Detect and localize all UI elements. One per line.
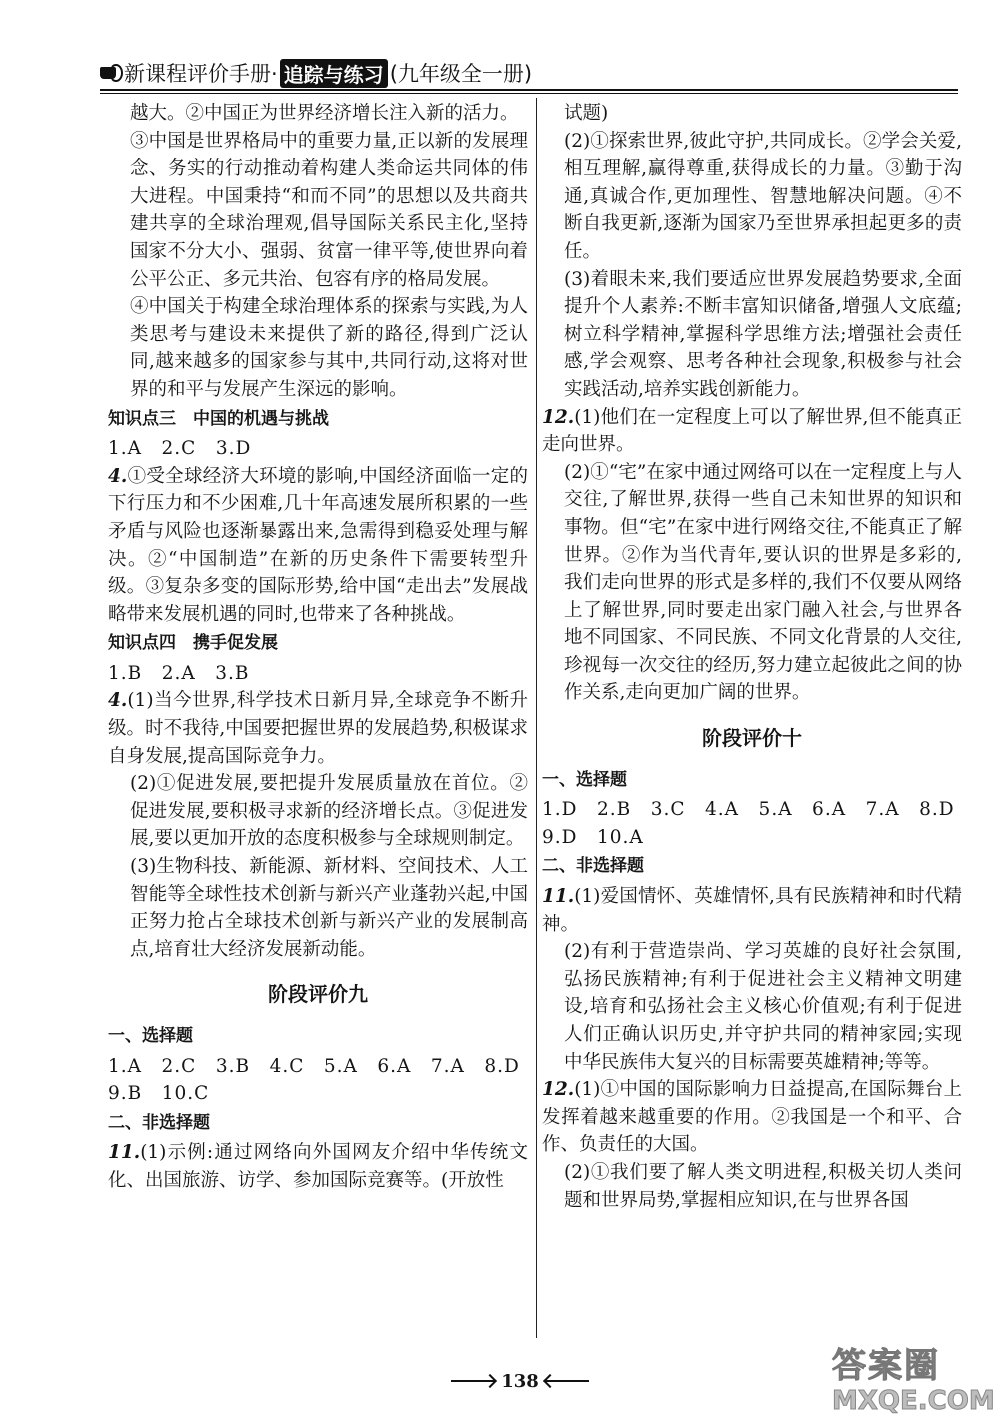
part-heading: 二、非选择题: [108, 1112, 210, 1133]
page-header: [100, 58, 900, 88]
part-heading: 一、选择题: [542, 769, 627, 790]
stage-title: 阶段评价九: [268, 982, 368, 1007]
header-title-prefix: 新课程评价手册·: [124, 62, 278, 86]
page-footer: [440, 1366, 600, 1396]
choice-answers: 9.B 10.C: [108, 1083, 210, 1105]
section-heading: 知识点三 中国的机遇与挑战: [108, 408, 329, 429]
paragraph: 试题): [564, 103, 609, 124]
choice-answers: 1.B 2.A 3.B: [108, 662, 250, 684]
section-heading: 知识点四 携手促发展: [108, 633, 278, 654]
header-rule-thin: [100, 93, 958, 94]
answer-paragraph: (3)着眼未来,我们要适应世界发展趋势要求,全面提升个人素养:不断丰富知识储备,增强人文底蕴;树立科学精神,掌握科学思维方法;增强社会责任感,学会观察、思考各种社会现象,积极参与社会实践活动,培养实践创新能力。: [564, 268, 962, 400]
answer-paragraph: (2)①探索世界,彼此守护,共同成长。②学会关爱,相互理解,赢得尊重,获得成长的力量。③勤于沟通,真诚合作,更加理性、智慧地解决问题。④不断自我更新,逐渐为国家乃至世界承担起更多的责任。: [564, 130, 962, 262]
question-answer: [108, 463, 528, 629]
question-number: 11.: [108, 1142, 141, 1164]
answer-text: (1)他们在一定程度上可以了解世界,但不能真正走向世界。: [542, 406, 962, 456]
answer-paragraph: (2)①“宅”在家中通过网络可以在一定程度上与人交往,了解世界,获得一些自己未知世界的知识和事物。但“宅”在家中进行网络交往,不能真正了解世界。②作为当代青年,要认识的世界是多彩的,我们走向世界的形式是多样的,我们不仅要从网络上了解世界,同时要走出家门融入社会,与世界各地不同国家、不同民族、不同文化背景的人交往,珍视每一次交往的经历,努力建立起彼此之间的协作关系,走向更加广阔的世界。: [564, 461, 962, 704]
question-number: 4.: [108, 465, 128, 487]
answer-paragraph: (2)①我们要了解人类文明进程,积极关切人类问题和世界局势,掌握相应知识,在与世界各国: [564, 1161, 962, 1211]
watermark-logo: [832, 1346, 995, 1424]
ornament-right-icon: [545, 1376, 589, 1386]
left-column: [108, 100, 528, 1195]
answer-text: (1)示例:通过网络向外国网友介绍中华传统文化、出国旅游、访学、参加国际竞赛等。(开放性: [108, 1142, 528, 1191]
part-heading: 二、非选择题: [542, 856, 644, 877]
stage-title: 阶段评价十: [702, 726, 802, 751]
book-icon: [100, 64, 120, 82]
question-answer: [542, 883, 962, 938]
choice-answers: 1.D 2.B 3.C 4.A 5.A 6.A 7.A 8.D: [542, 799, 955, 821]
question-answer: [542, 404, 962, 459]
right-column: [542, 100, 962, 1214]
choice-answers: 9.D 10.A: [542, 826, 644, 848]
answer-text: (1)当今世界,科学技术日新月异,全球竞争不断升级。时不我待,中国要把握世界的发展趋势,积极谋求自身发展,提高国际竞争力。: [108, 690, 528, 767]
question-number: 11.: [542, 886, 575, 908]
watermark-stamp: 答案圈: [832, 1346, 940, 1386]
ornament-left-icon: [451, 1376, 495, 1386]
answer-text: ①受全球经济大环境的影响,中国经济面临一定的下行压力和不少困难,几十年高速发展所积累的一些矛盾与风险也逐渐暴露出来,急需得到稳妥处理与解决。②“中国制造”在新的历史条件下需要转型升级。③复杂多变的国际形势,给中国“走出去”发展战略带来发展机遇的同时,也带来了各种挑战。: [108, 465, 528, 625]
question-answer: [542, 1076, 962, 1159]
question-answer: [108, 687, 528, 770]
header-rule: [100, 89, 958, 91]
column-divider: [536, 98, 537, 1338]
part-heading: 一、选择题: [108, 1026, 193, 1046]
question-number: 12.: [542, 1079, 575, 1101]
paragraph: 越大。②中国正为世界经济增长注入新的活力。: [130, 103, 519, 124]
answer-paragraph: (2)①促进发展,要把提升发展质量放在首位。②促进发展,要积极寻求新的经济增长点。③促进发展,要以更加开放的态度积极参与全球规则制定。: [130, 773, 528, 850]
choice-answers: 1.A 2.C 3.D: [108, 438, 252, 460]
question-number: 12.: [542, 406, 575, 428]
answer-text: (1)爱国情怀、英雄情怀,具有民族精神和时代精神。: [542, 886, 962, 935]
question-answer: [108, 1139, 528, 1194]
question-number: 4.: [108, 690, 128, 712]
watermark-url: MXQE.COM: [832, 1386, 995, 1416]
answer-text: (1)①中国的国际影响力日益提高,在国际舞台上发挥着越来越重要的作用。②我国是一个和平、合作、负责任的大国。: [542, 1079, 962, 1156]
header-series-name: 追踪与练习: [280, 59, 388, 88]
paragraph: ③中国是世界格局中的重要力量,正以新的发展理念、务实的行动推动着构建人类命运共同体的伟大进程。中国秉持“和而不同”的思想以及共商共建共享的全球治理观,倡导国际关系民主化,坚持国家不分大小、强弱、贫富一律平等,使世界向着公平公正、多元共治、包容有序的格局发展。: [130, 130, 528, 290]
page-number: 138: [501, 1370, 539, 1392]
paragraph: ④中国关于构建全球治理体系的探索与实践,为人类思考与建设未来提供了新的路径,得到广泛认同,越来越多的国家参与其中,共同行动,这将对世界的和平与发展产生深远的影响。: [130, 296, 528, 400]
choice-answers: 1.A 2.C 3.B 4.C 5.A 6.A 7.A 8.D: [108, 1055, 520, 1077]
header-title-suffix: (九年级全一册): [389, 62, 533, 86]
answer-paragraph: (2)有利于营造崇尚、学习英雄的良好社会氛围,弘扬民族精神;有利于促进社会主义精神文明建设,培育和弘扬社会主义核心价值观;有利于促进人们正确认识历史,并守护共同的精神家园;实现中华民族伟大复兴的目标需要英雄精神;等等。: [564, 941, 962, 1073]
answer-paragraph: (3)生物科技、新能源、新材料、空间技术、人工智能等全球性技术创新与新兴产业蓬勃兴起,中国正努力抢占全球技术创新与新兴产业的发展制高点,培育壮大经济发展新动能。: [130, 856, 528, 960]
